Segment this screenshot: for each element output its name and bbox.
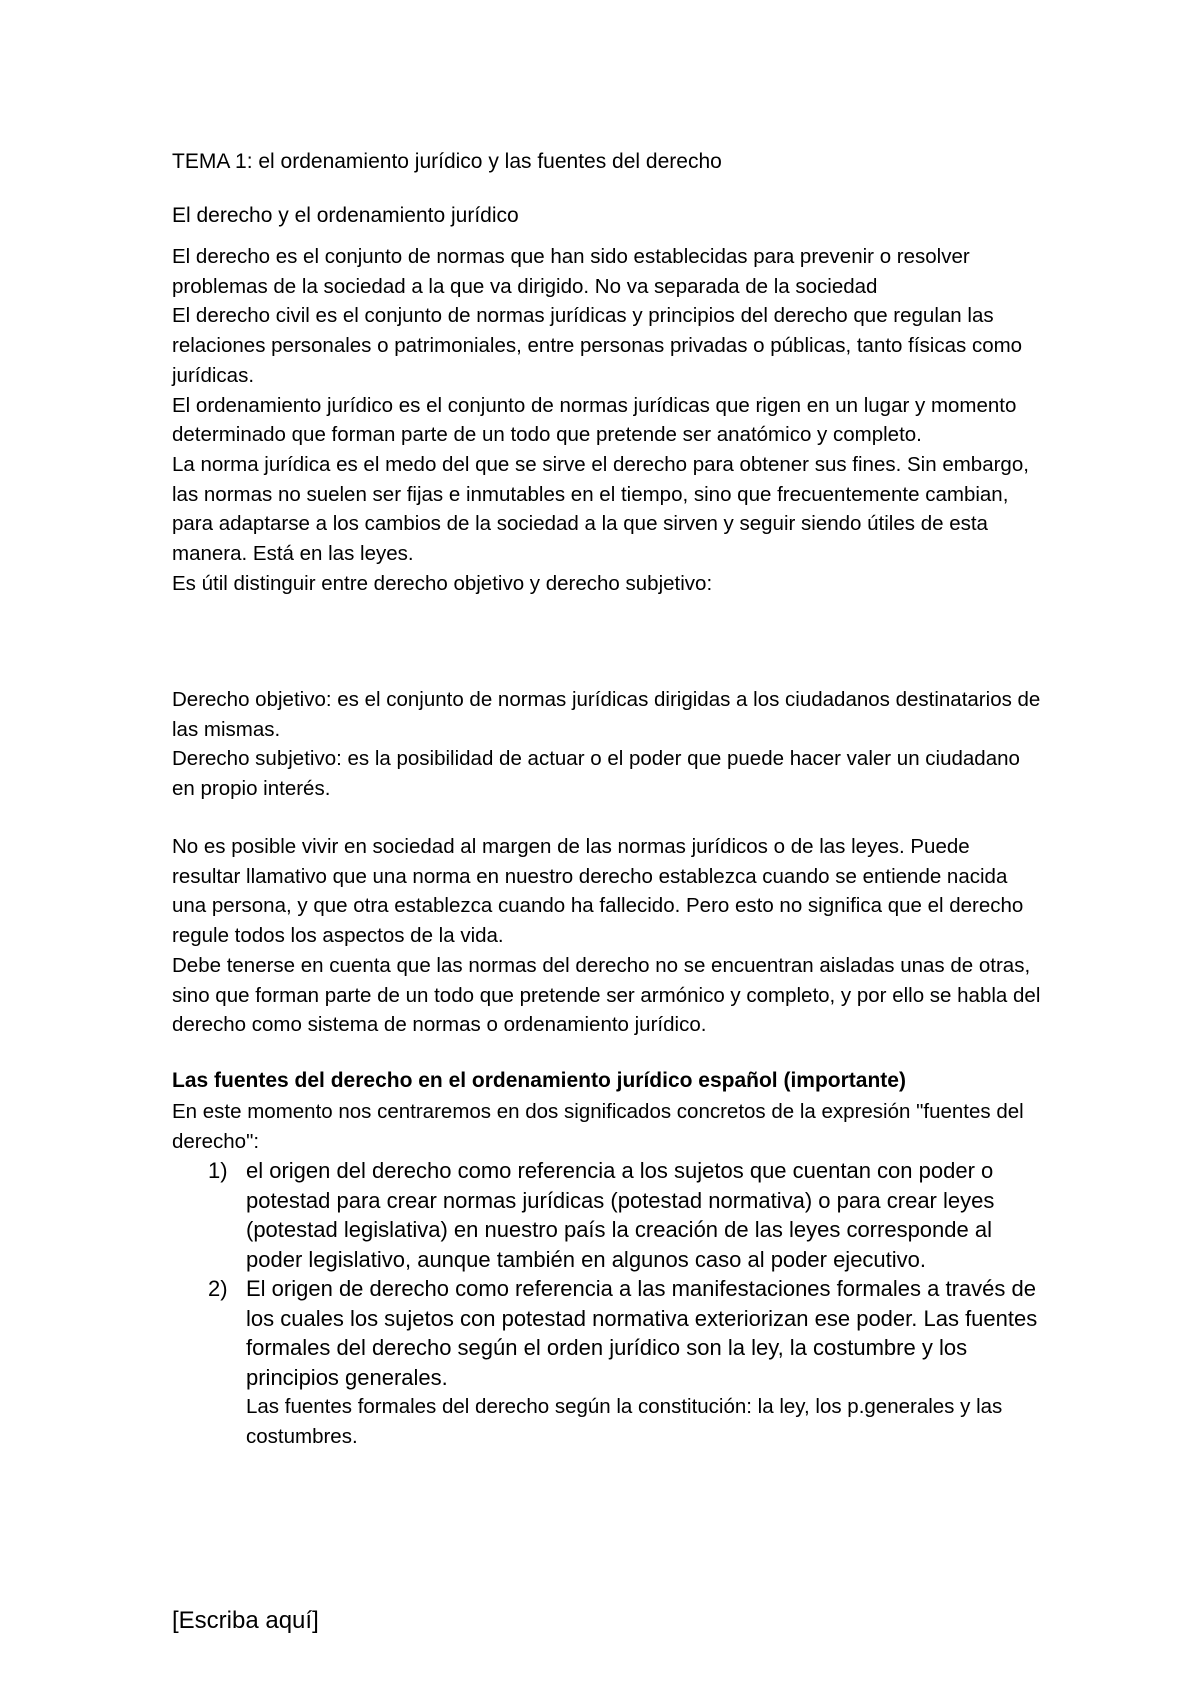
fuentes-list [172, 1156, 1042, 1451]
section-heading-derecho: El derecho y el ordenamiento jurídico [172, 204, 519, 227]
paragraph-society [172, 832, 1042, 1040]
list-item-text: El origen de derecho como referencia a las manifestaciones formales a través de los cuales los sujetos con potestad normativa exteriorizan ese poder. Las fuentes formales del derecho según el orden jurídico son la ley, la costumbre y los principios generales. [246, 1276, 1038, 1390]
paragraph-line: Derecho subjetivo: es la posibilidad de actuar o el poder que puede hacer valer un ciudadano en propio interés. [172, 747, 1020, 801]
document-title: TEMA 1: el ordenamiento jurídico y las fuentes del derecho [172, 150, 722, 173]
list-number: 1) [208, 1158, 228, 1183]
paragraph-objective-subjective [172, 685, 1042, 804]
list-number: 2) [208, 1276, 228, 1301]
paragraph-line: Es útil distinguir entre derecho objetivo y derecho subjetivo: [172, 571, 713, 595]
footer-placeholder[interactable]: [Escriba aquí] [172, 1607, 319, 1634]
list-item-text: el origen del derecho como referencia a los sujetos que cuentan con poder o potestad para crear normas jurídicas (potestad normativa) o para crear leyes (potestad legislativa) en nuestro país la creación de las leyes corresponde al poder legislativo, aunque también en algunos caso al poder ejecutivo. [246, 1158, 995, 1272]
paragraph-line: La norma jurídica es el medo del que se sirve el derecho para obtener sus fines. Sin embargo, las normas no suelen ser fijas e inmutables en el tiempo, sino que frecuentemente cambian, para adaptarse a los cambios de la sociedad a la que sirven y seguir siendo útiles de esta manera. Está en las leyes. [172, 452, 1029, 566]
list-item-note: Las fuentes formales del derecho según la constitución: la ley, los p.generales y las costumbres. [246, 1395, 1003, 1448]
paragraph-fuentes-intro: En este momento nos centraremos en dos significados concretos de la expresión "fuentes del derecho": [172, 1100, 1024, 1153]
paragraph-line: Debe tenerse en cuenta que las normas del derecho no se encuentran aisladas unas de otras, sino que forman parte de un todo que pretende ser armónico y completo, y por ello se habla del derecho como sistema de normas o ordenamiento jurídico. [172, 953, 1041, 1037]
list-item [172, 1156, 1042, 1274]
paragraph-line: Derecho objetivo: es el conjunto de normas jurídicas dirigidas a los ciudadanos destinatarios de las mismas. [172, 688, 1041, 741]
section-heading-fuentes: Las fuentes del derecho en el ordenamiento jurídico español (importante) [172, 1069, 906, 1092]
paragraph-line: El derecho civil es el conjunto de normas jurídicas y principios del derecho que regulan las relaciones personales o patrimoniales, entre personas privadas o públicas, tanto físicas como jurídicas. [172, 304, 1023, 387]
paragraph-line: No es posible vivir en sociedad al margen de las normas jurídicos o de las leyes. Puede resultar llamativo que una norma en nuestro derecho establezca cuando se entiende nacida una persona, y que otra establezca cuando ha fallecido. Pero esto no significa que el derecho regule todos los aspectos de la vida. [172, 835, 1024, 948]
paragraph-line: El derecho es el conjunto de normas que han sido establecidas para prevenir o resolver problemas de la sociedad a la que va dirigido. No va separada de la sociedad [172, 245, 970, 298]
paragraph-line: El ordenamiento jurídico es el conjunto de normas jurídicas que rigen en un lugar y momento determinado que forman parte de un todo que pretende ser anatómico y completo. [172, 393, 1017, 447]
paragraph-definitions [172, 242, 1042, 598]
list-item [172, 1274, 1042, 1392]
